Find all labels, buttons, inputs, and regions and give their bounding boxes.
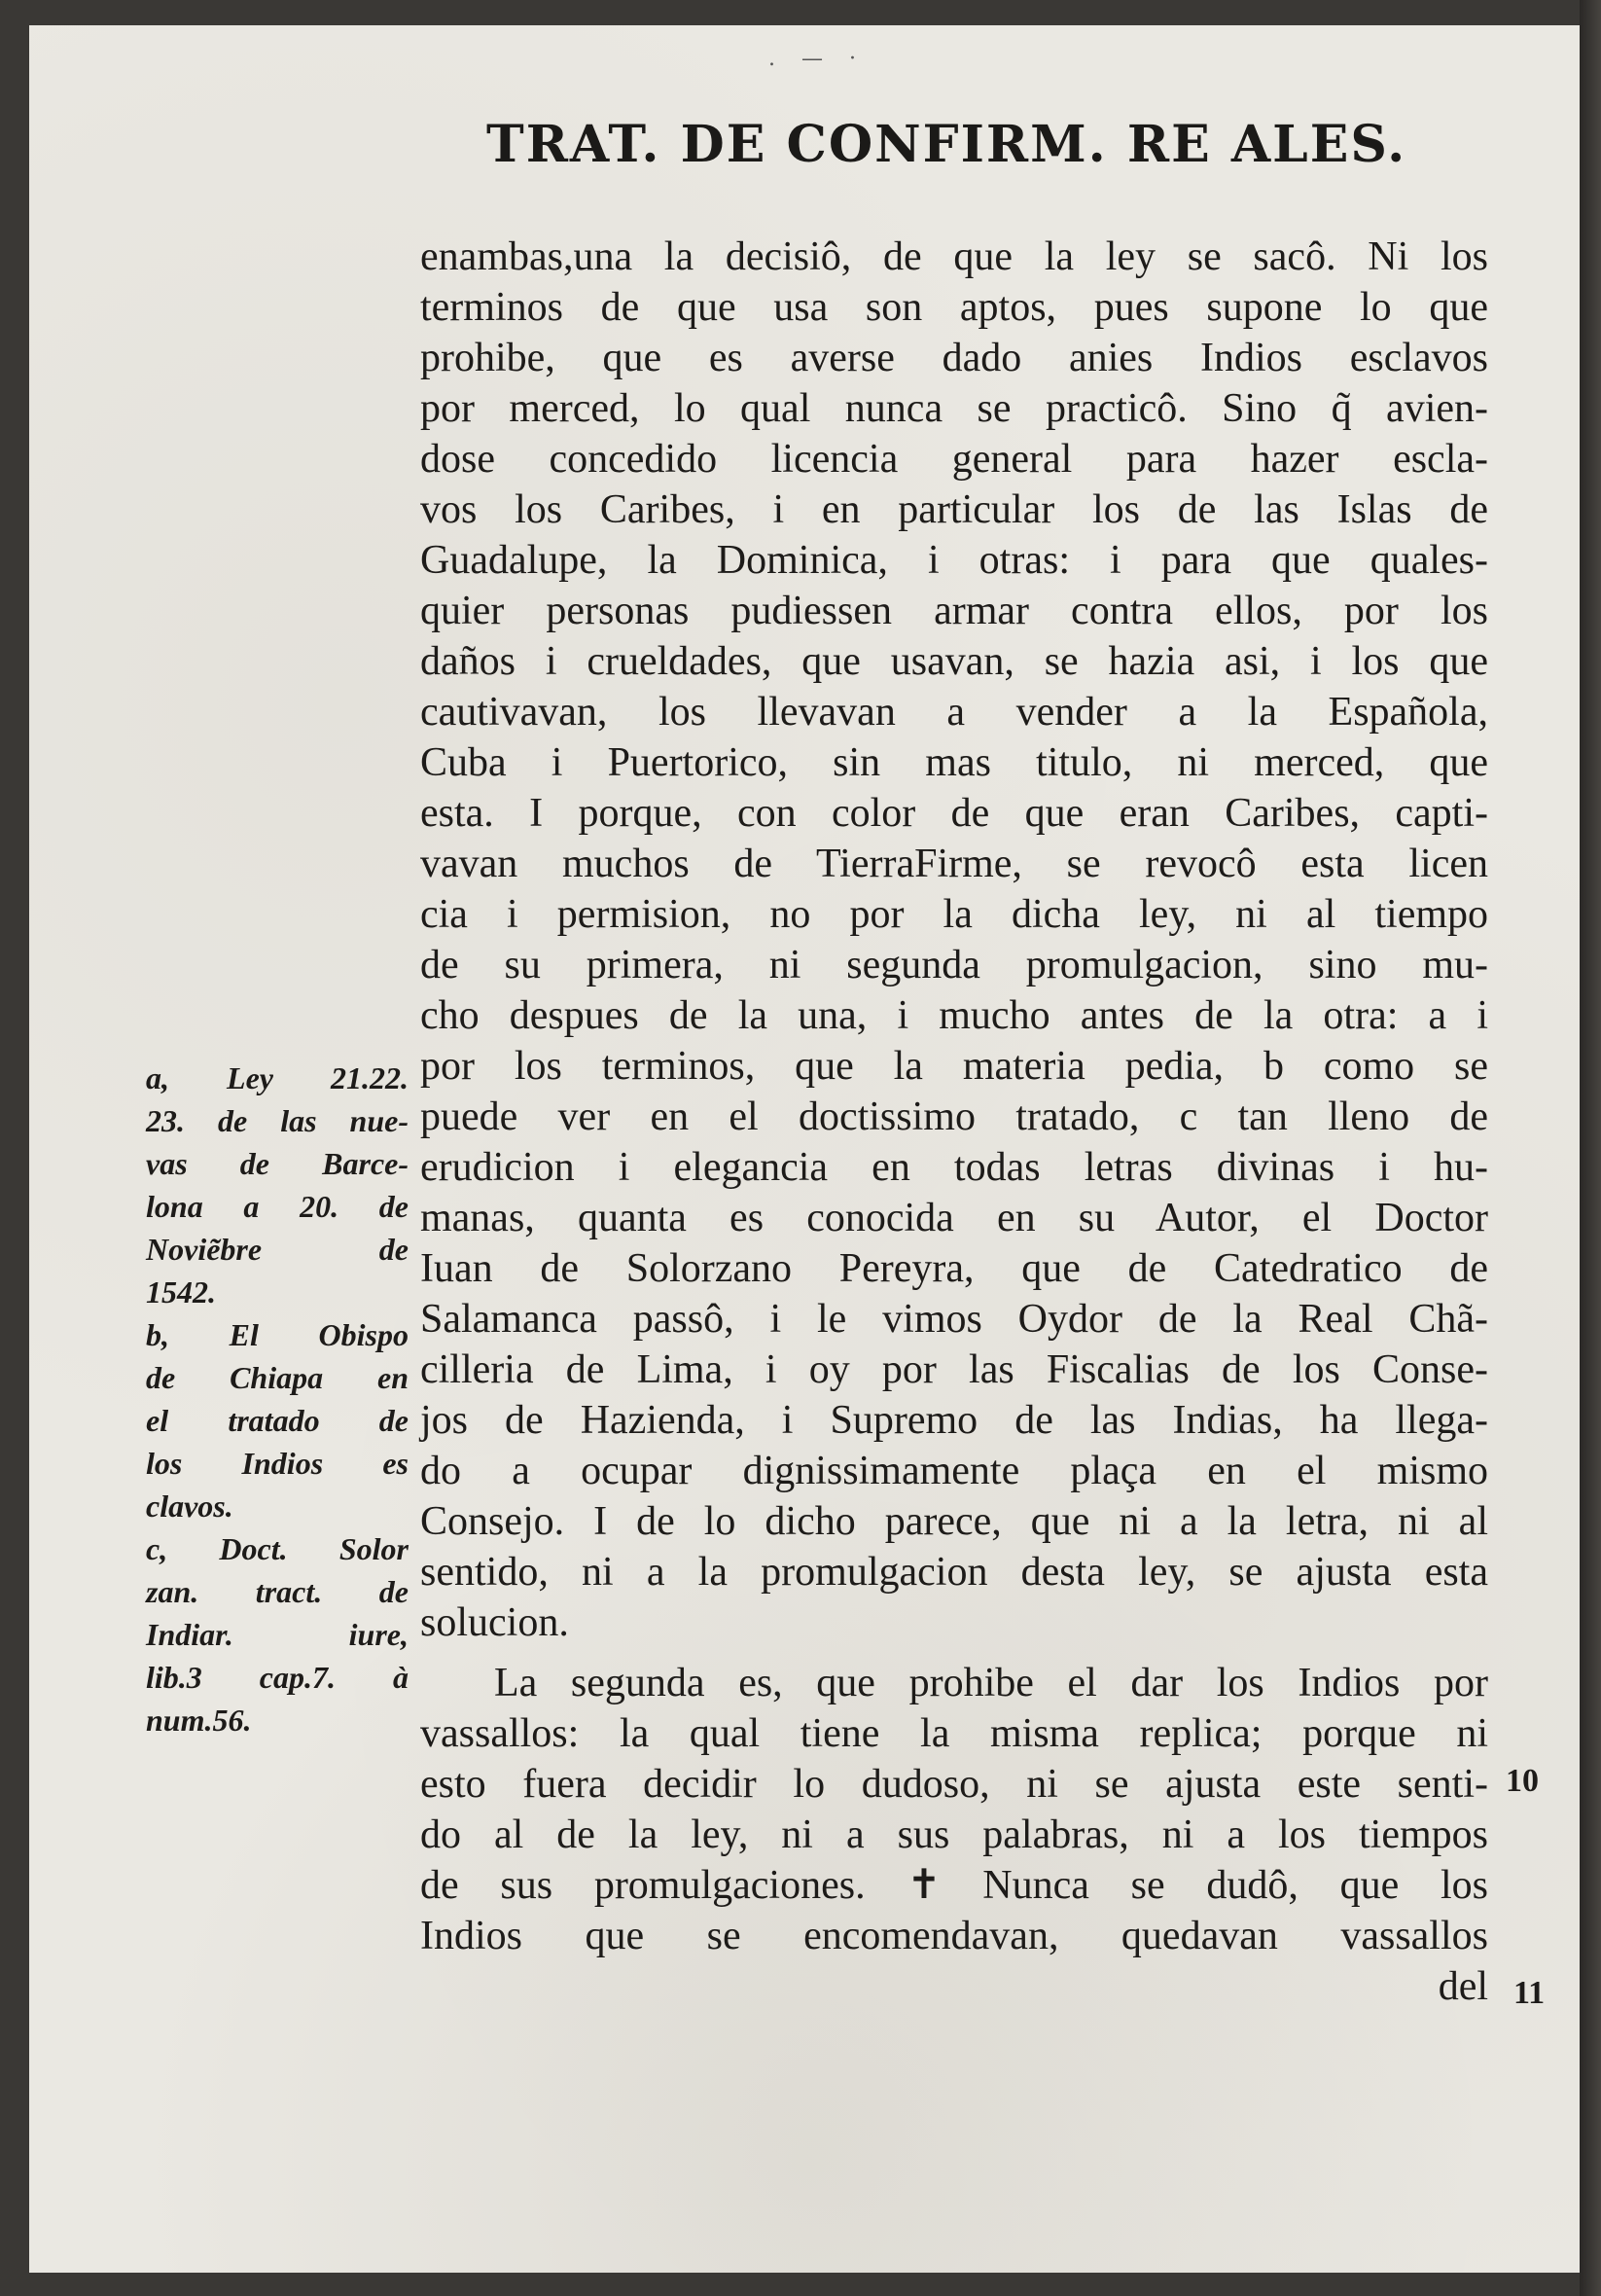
sidenote-c [146,1527,409,1741]
catchword: del [1438,1964,1488,2009]
text-line: cilleria de Lima, i oy por las Fiscalias de los Conse- [420,1347,1488,1392]
text-line: solucion. [420,1600,569,1645]
text-line: manas, quanta es conocida en su Autor, el Doctor [420,1196,1488,1240]
paragraph-2-line: vassallos: la qual tiene la misma replica; porque ni [420,1711,1488,1756]
text-line: erudicion i elegancia en todas letras divinas i hu- [420,1145,1488,1190]
text-line: esta. I porque, con color de que eran Caribes, capti- [420,791,1488,836]
sidenote-line: lib.3 cap.7. à [146,1660,409,1695]
text-line: Iuan de Solorzano Pereyra, que de Catedratico de [420,1246,1488,1291]
text-line: quier personas pudiessen armar contra ellos, por los [420,589,1488,633]
text-line: terminos de que usa son aptos, pues supone lo que [420,285,1488,330]
text-line: cautivavan, los llevavan a vender a la Española, [420,690,1488,735]
book-binding-edge [1580,0,1601,2296]
paragraph-2-line: Indios que se encomendavan, quedavan vassallos [420,1914,1488,1958]
marginal-number-11: 11 [1513,1975,1546,2011]
sidenote-line: vas de Barce- [146,1146,409,1181]
text-line: do a ocupar dignissimamente plaça en el mismo [420,1449,1488,1493]
text-line: cho despues de la una, i mucho antes de la otra: a i [420,993,1488,1038]
paragraph-2-line: de sus promulgaciones. ✝ Nunca se dudô, que los [420,1863,1488,1908]
sidenote-b [146,1313,409,1527]
main-text-block [420,232,1488,2012]
sidenote-line: Noviẽbre de [146,1232,409,1267]
marginal-number-10: 10 [1506,1763,1539,1799]
text-line: vavan muchos de TierraFirme, se revocô esta licen [420,842,1488,886]
paragraph-2-line: do al de la ley, ni a sus palabras, ni a los tiempos [420,1812,1488,1857]
text-line: Cuba i Puertorico, sin mas titulo, ni merced, que [420,740,1488,785]
marginal-notes [146,1057,409,1741]
text-line: Guadalupe, la Dominica, i otras: i para que quales- [420,538,1488,583]
page-top-mark: . — · [768,47,866,71]
sidenote-line: clavos. [146,1489,233,1524]
sidenote-line: 1542. [146,1274,216,1309]
text-line: Salamanca passô, i le vimos Oydor de la Real Chã- [420,1297,1488,1342]
text-line: vos los Caribes, i en particular los de las Islas de [420,487,1488,532]
sidenote-line: de Chiapa en [146,1360,409,1395]
sidenote-line: zan. tract. de [146,1574,409,1609]
text-line: sentido, ni a la promulgacion desta ley, se ajusta esta [420,1550,1488,1595]
text-line: por los terminos, que la materia pedia, b como se [420,1044,1488,1089]
text-line: puede ver en el doctissimo tratado, c tan lleno de [420,1094,1488,1139]
sidenote-line: num.56. [146,1703,252,1738]
text-line: de su primera, ni segunda promulgacion, sino mu- [420,943,1488,987]
sidenote-line: el tratado de [146,1403,409,1438]
sidenote-line: Indiar. iure, [146,1617,409,1652]
sidenote-line: c, Doct. Solor [146,1531,409,1566]
text-line: cia i permision, no por la dicha ley, ni al tiempo [420,892,1488,937]
sidenote-line: a, Ley 21.22. [146,1060,409,1095]
sidenote-line: b, El Obispo [146,1317,409,1352]
text-line: daños i crueldades, que usavan, se hazia asi, i los que [420,639,1488,684]
text-line: enambas,una la decisiô, de que la ley se sacô. Ni los [420,234,1488,279]
text-line: prohibe, que es averse dado anies Indios esclavos [420,336,1488,380]
paragraph-2-line: esto fuera decidir lo dudoso, ni se ajusta este senti- [420,1762,1488,1807]
text-line: jos de Hazienda, i Supremo de las Indias, ha llega- [420,1398,1488,1443]
sidenote-line: 23. de las nue- [146,1103,409,1138]
text-line: dose concedido licencia general para hazer escla- [420,437,1488,482]
text-line: por merced, lo qual nunca se practicô. Sino q̃ avien- [420,386,1488,431]
running-head: TRAT. DE CONFIRM. RE ALES. [486,115,1407,174]
text-line: Consejo. I de lo dicho parece, que ni a la letra, ni al [420,1499,1488,1544]
paragraph-2-line: La segunda es, que prohibe el dar los Indios por [494,1661,1488,1705]
sidenote-line: los Indios es [146,1446,409,1481]
sidenote-line: lona a 20. de [146,1189,409,1224]
sidenote-a [146,1057,409,1313]
